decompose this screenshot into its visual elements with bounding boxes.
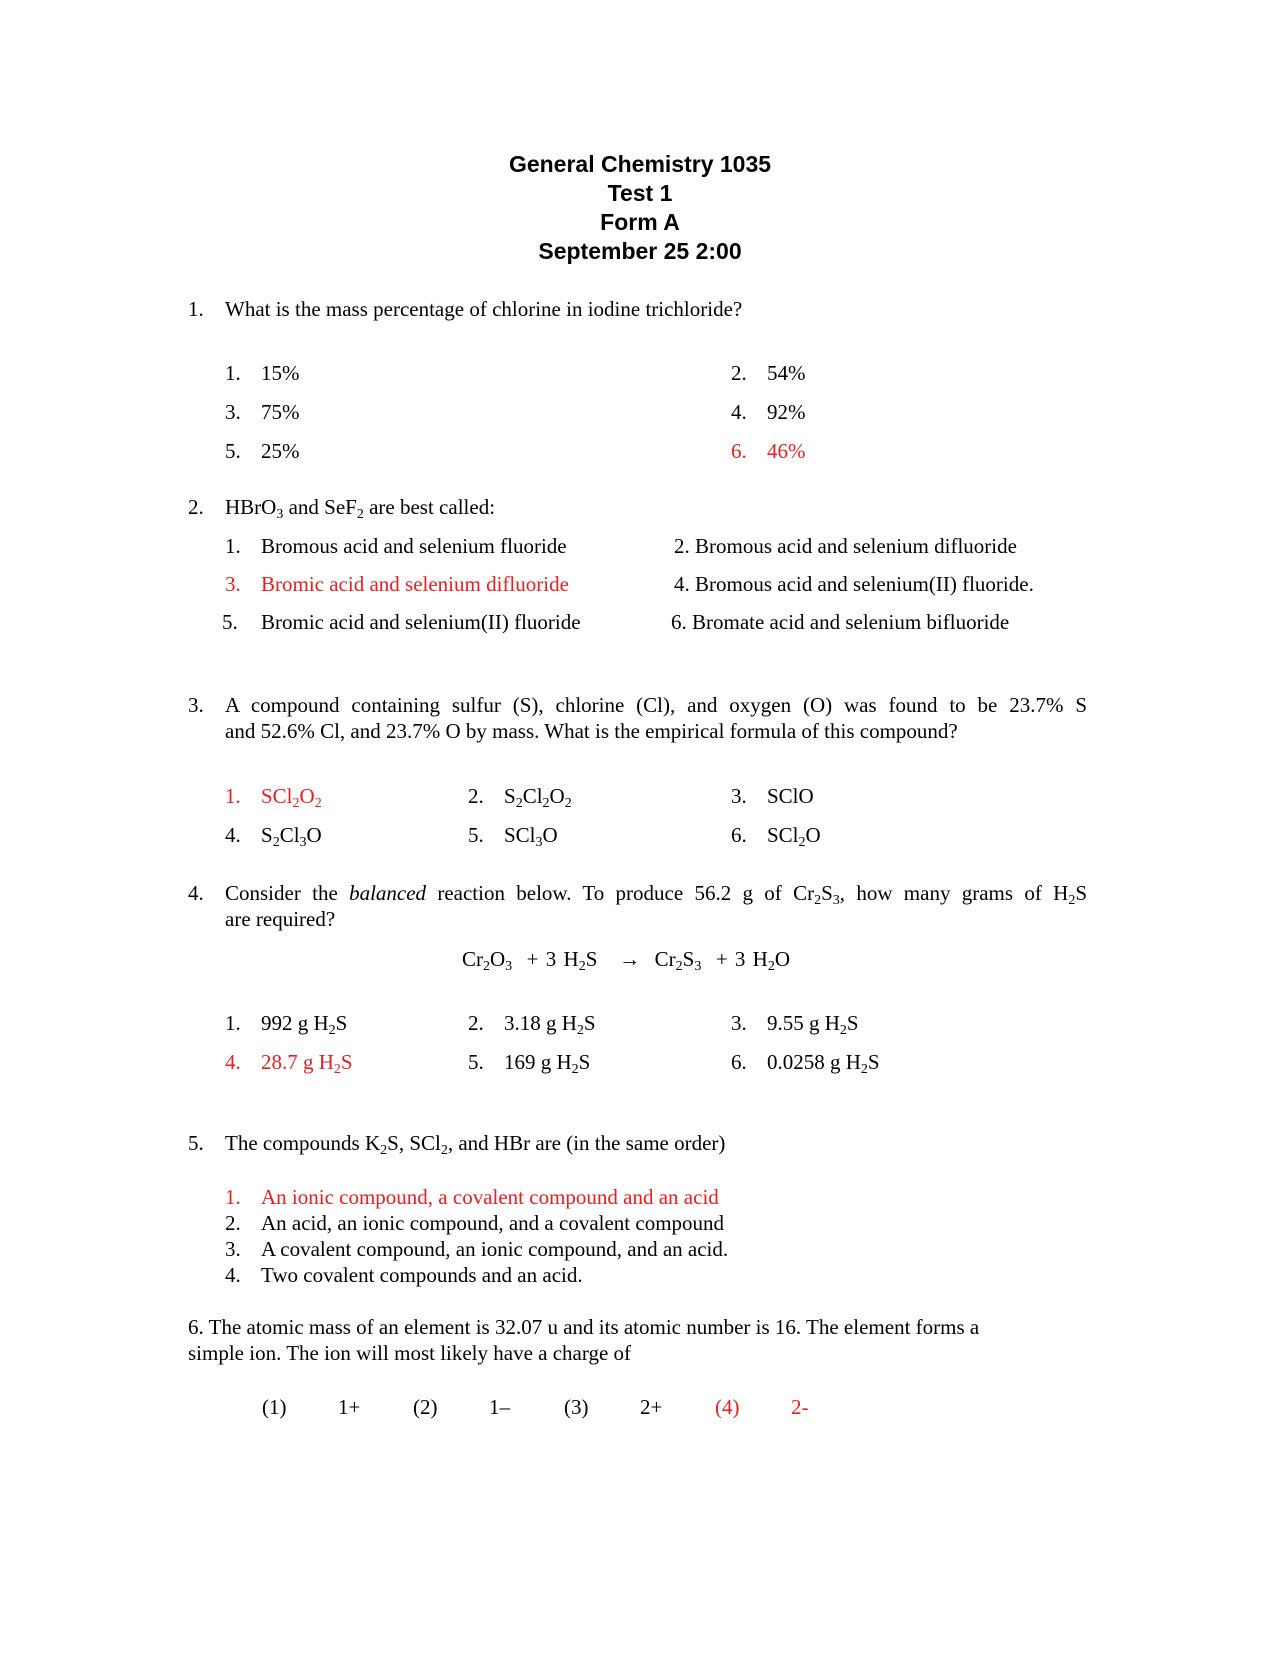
- q3-option-3[interactable]: 3. SClO: [731, 784, 814, 808]
- q3-option-2[interactable]: 2. $S_2Cl_2O_2$: [468, 784, 572, 811]
- q5-option-1-correct[interactable]: 1. An ionic compound, a covalent compound and an acid: [225, 1185, 719, 1209]
- question-number: 3.: [188, 693, 204, 717]
- q3-option-5[interactable]: 5. SCl$_3$O: [468, 823, 558, 850]
- q2-option-2[interactable]: 2. Bromous acid and selenium difluoride: [674, 534, 1017, 558]
- reaction-equation: $Cr_2O_3 + 3$ $H_2S$ → $Cr_2S_3 + 3$ $H_2O$: [462, 947, 790, 974]
- q3-option-1-correct[interactable]: 1. $SCl_2O_2$: [225, 784, 322, 811]
- q2-option-5[interactable]: 5. Bromic acid and selenium(II) fluoride: [222, 610, 581, 634]
- q1-option-6-correct[interactable]: 6. 46%: [731, 439, 806, 463]
- q4-option-5[interactable]: 5. 169 g $H_2S$: [468, 1050, 591, 1077]
- q1-option-3[interactable]: 3. 75%: [225, 400, 300, 424]
- question-text: The compounds $K_2S$, SCl$_2$, and HBr are (in the same order): [225, 1131, 726, 1158]
- q3-option-4[interactable]: 4. $S_2Cl_3O$: [225, 823, 322, 850]
- q4-option-4-correct[interactable]: 4. 28.7 g $H_2S$: [225, 1050, 353, 1077]
- q6-option-4-correct[interactable]: (4) 2-: [715, 1395, 809, 1419]
- question-text: HBrO$_3$ and SeF$_2$ are best called:: [225, 495, 496, 522]
- q2-option-3-correct[interactable]: 3. Bromic acid and selenium difluoride: [225, 572, 569, 596]
- q2-option-6[interactable]: 6. Bromate acid and selenium bifluoride: [671, 610, 1010, 634]
- question-text-line-1: 6. The atomic mass of an element is 32.07 u and its atomic number is 16. The element forms a: [188, 1315, 980, 1339]
- q4-option-3[interactable]: 3. 9.55 g $H_2S$: [731, 1011, 859, 1038]
- q6-option-3[interactable]: (3) 2+: [564, 1395, 663, 1419]
- q2-option-4[interactable]: 4. Bromous acid and selenium(II) fluoride.: [674, 572, 1034, 596]
- question-text: What is the mass percentage of chlorine in iodine trichloride?: [225, 297, 743, 321]
- q4-option-6[interactable]: 6. 0.0258 g $H_2S$: [731, 1050, 880, 1077]
- question-number: 5.: [188, 1131, 204, 1155]
- test-number: Test 1: [607, 180, 673, 206]
- q6-option-1[interactable]: (1) 1+: [262, 1395, 361, 1419]
- test-header: [0, 150, 1280, 266]
- q3-option-6[interactable]: 6. SCl$_2$O: [731, 823, 821, 850]
- q1-option-2[interactable]: 2. 54%: [731, 361, 806, 385]
- q4-option-2[interactable]: 2. 3.18 g $H_2S$: [468, 1011, 596, 1038]
- q1-option-1[interactable]: 1. 15%: [225, 361, 300, 385]
- question-number: 4.: [188, 881, 204, 905]
- question-text-line-2: are required?: [225, 907, 336, 931]
- q6-option-2[interactable]: (2) 1–: [413, 1395, 510, 1419]
- form-label: Form A: [600, 209, 680, 235]
- q1-option-5[interactable]: 5. 25%: [225, 439, 300, 463]
- question-text-line-1: Consider the balanced reaction below. To produce 56.2 g of $Cr_2S_3$, how many grams of $H_2S$: [225, 881, 1087, 908]
- q5-option-4[interactable]: 4. Two covalent compounds and an acid.: [225, 1263, 583, 1287]
- q4-option-1[interactable]: 1. 992 g $H_2S$: [225, 1011, 348, 1038]
- course-title: General Chemistry 1035: [508, 151, 772, 177]
- q5-option-2[interactable]: 2. An acid, an ionic compound, and a covalent compound: [225, 1211, 725, 1235]
- q1-option-4[interactable]: 4. 92%: [731, 400, 806, 424]
- arrow-icon: →: [619, 947, 641, 971]
- q2-option-1[interactable]: 1. Bromous acid and selenium fluoride: [225, 534, 567, 558]
- question-number: 2.: [188, 495, 204, 519]
- q5-option-3[interactable]: 3. A covalent compound, an ionic compound, and an acid.: [225, 1237, 729, 1261]
- question-text-line-1: A compound containing sulfur (S), chlorine (Cl), and oxygen (O) was found to be 23.7% S: [225, 693, 1087, 717]
- question-text-line-2: and 52.6% Cl, and 23.7% O by mass. What is the empirical formula of this compound?: [225, 719, 958, 743]
- question-number: 1.: [188, 297, 204, 321]
- test-date: September 25 2:00: [538, 238, 742, 264]
- question-text-line-2: simple ion. The ion will most likely have a charge of: [188, 1341, 632, 1365]
